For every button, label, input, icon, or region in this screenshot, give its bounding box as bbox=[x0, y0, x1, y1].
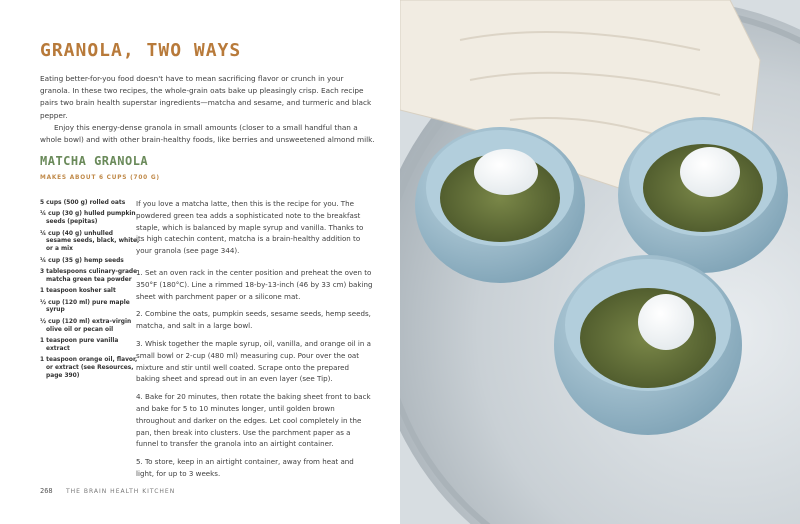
recipe-title: MATCHA GRANOLA bbox=[40, 154, 149, 168]
ingredient-item: ½ cup (120 ml) pure maple syrup bbox=[40, 299, 130, 314]
bowl-top-left bbox=[415, 127, 585, 283]
ingredient-item: 5 cups (500 g) rolled oats bbox=[40, 200, 126, 206]
ingredient-item: 1 teaspoon orange oil, flavor, or extract (see Resources, page 390) bbox=[40, 357, 138, 379]
recipe-step: 1. Set an oven rack in the center position and preheat the oven to 350°F (180°C). Line a rimmed 18-by-13-inch (46 by 33 cm) baking sheet with parchment paper or a silicone mat. bbox=[136, 267, 373, 301]
recipe-yield: MAKES ABOUT 6 CUPS (700 G) bbox=[40, 175, 160, 181]
recipe-step: 5. To store, keep in an airtight container, away from heat and light, for up to 3 weeks. bbox=[136, 457, 354, 478]
bowl-top-right bbox=[618, 117, 788, 273]
ingredient-item: 1 teaspoon kosher salt bbox=[40, 288, 116, 295]
page-number: 268 bbox=[40, 487, 53, 495]
granola-bowls-photo bbox=[400, 0, 800, 524]
running-footer: THE BRAIN HEALTH KITCHEN bbox=[66, 488, 176, 495]
recipe-body bbox=[136, 198, 374, 486]
intro-paragraph: Eating better-for-you food doesn't have to mean sacrificing flavor or crunch in your granola. In these two recipes, the whole-grain oats bake up pleasingly crisp. Each recipe pairs two brain health superstar ingredients—matcha and sesame, and turmeric and black pepper. bbox=[40, 74, 372, 120]
ingredient-item: ¼ cup (40 g) unhulled sesame seeds, black, white, or a mix bbox=[40, 230, 140, 253]
page-title: GRANOLA, TWO WAYS bbox=[40, 40, 242, 61]
intro-paragraph: Enjoy this energy-dense granola in small amounts (closer to a small handful than a whole bowl) and with other brain-healthy foods, like berries and unsweetened almond milk. bbox=[40, 122, 375, 145]
right-page bbox=[400, 0, 800, 524]
recipe-description: If you love a matcha latte, then this is the recipe for you. The powdered green tea adds a sophisticated note to the breakfast staple, which is balanced by maple syrup and vanilla. Thanks to its high catechin content, matcha is a brain-healthy addition to your granola (see page 344). bbox=[136, 199, 364, 256]
ingredient-item: ¼ cup (30 g) hulled pumpkin seeds (pepitas) bbox=[40, 211, 136, 226]
ingredient-list bbox=[40, 200, 140, 384]
intro bbox=[40, 73, 375, 146]
ingredient-item: ¼ cup (35 g) hemp seeds bbox=[40, 257, 124, 264]
bowl-bottom bbox=[554, 255, 742, 435]
ingredient-item: 3 tablespoons culinary-grade matcha green tea powder bbox=[40, 268, 138, 283]
recipe-step: 2. Combine the oats, pumpkin seeds, sesame seeds, hemp seeds, matcha, and salt in a large bowl. bbox=[136, 309, 371, 331]
recipe-step: 4. Bake for 20 minutes, then rotate the baking sheet front to back and bake for 5 to 10 minutes longer, until golden brown throughout and darker on the edges. Let cool completely in the pan, then break into clusters. Use the parchment paper as a funnel to transfer the granola into an airtight container. bbox=[136, 392, 371, 449]
ingredient-item: 1 teaspoon pure vanilla extract bbox=[40, 337, 119, 352]
recipe-step: 3. Whisk together the maple syrup, oil, vanilla, and orange oil in a small bowl or 2-cup (480 ml) measuring cup. Pour over the oat mixture and stir until well coated. Scrape onto the prepared baking sheet and spread out in an even layer (see Tip). bbox=[136, 338, 371, 384]
ingredient-item: ½ cup (120 ml) extra-virgin olive oil or pecan oil bbox=[40, 318, 132, 333]
